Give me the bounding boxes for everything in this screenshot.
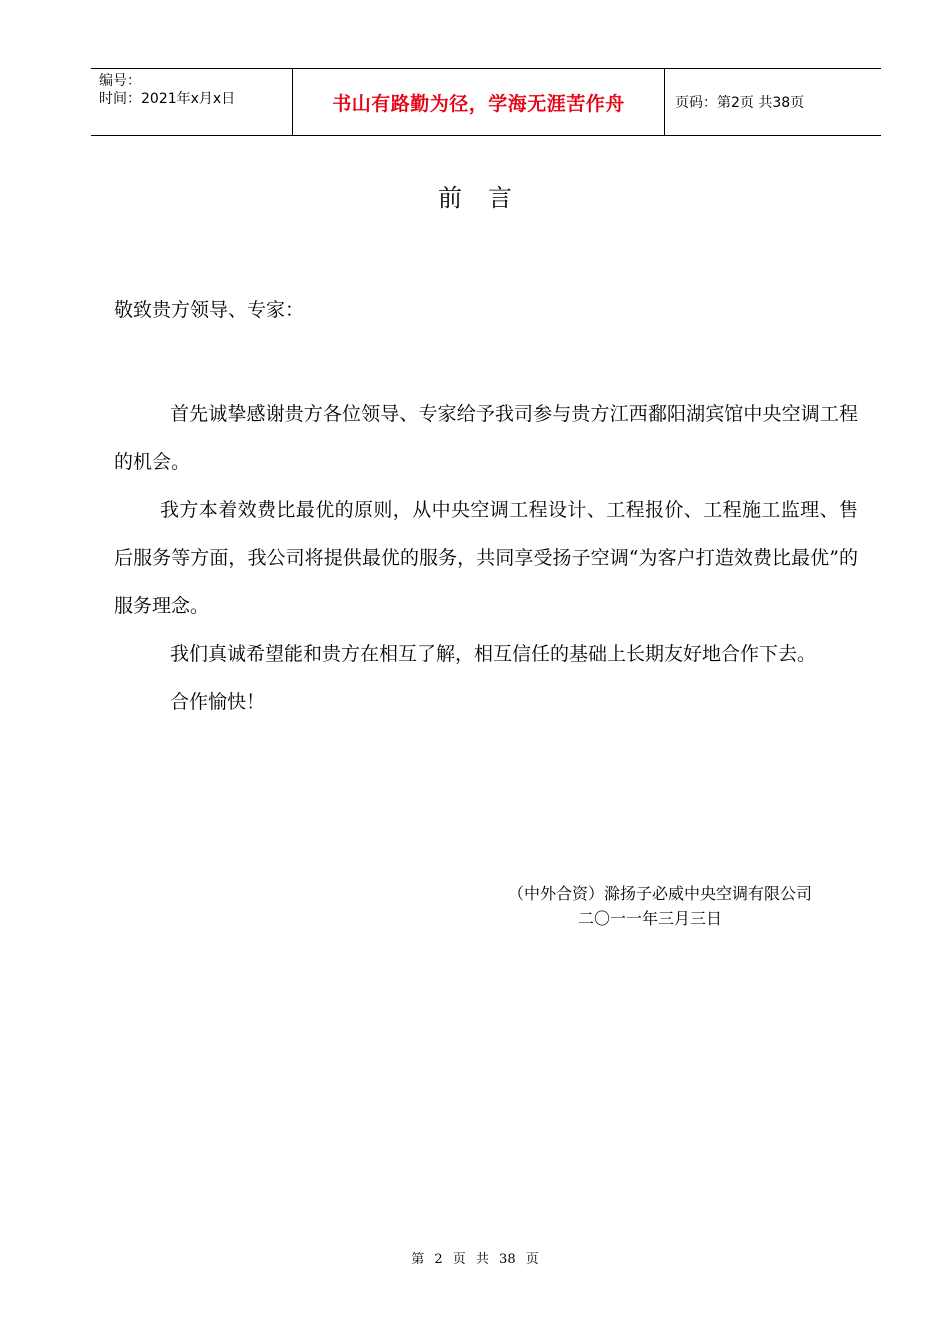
header-time-label: 时间：2021年x月x日: [99, 91, 236, 107]
paragraph-thanks: 首先诚挚感谢贵方各位领导、专家给予我司参与贵方江西鄱阳湖宾馆中央空调工程的机会。: [114, 403, 858, 473]
salutation: 敬致贵方领导、专家：: [114, 299, 305, 321]
header-page-info: 页码：第2页 共38页: [675, 95, 805, 111]
page-footer: 第 2 页 共 38 页: [411, 1252, 539, 1267]
paragraph-closing: 合作愉快！: [170, 691, 266, 713]
signature-date: 二〇一一年三月三日: [577, 909, 722, 928]
document-title: 前言: [438, 184, 538, 212]
header-number-label: 编号：: [99, 73, 141, 89]
header-motto: 书山有路勤为径，学海无涯苦作舟: [332, 92, 625, 115]
header-motto-cell: [293, 69, 665, 135]
header-page-cell: [665, 69, 881, 135]
paragraph-cooperation: 我们真诚希望能和贵方在相互了解，相互信任的基础上长期友好地合作下去。: [170, 643, 817, 665]
page-header: [91, 68, 881, 136]
paragraph-principle: 我方本着效费比最优的原则，从中央空调工程设计、工程报价、工程施工监理、售后服务等方面，我公司将提供最优的服务，共同享受扬子空调“为客户打造效费比最优”的服务理念。: [114, 499, 858, 617]
header-meta-cell: [91, 69, 293, 135]
document-body: [114, 390, 858, 726]
signature-company: （中外合资）滁扬子必威中央空调有限公司: [507, 884, 812, 903]
